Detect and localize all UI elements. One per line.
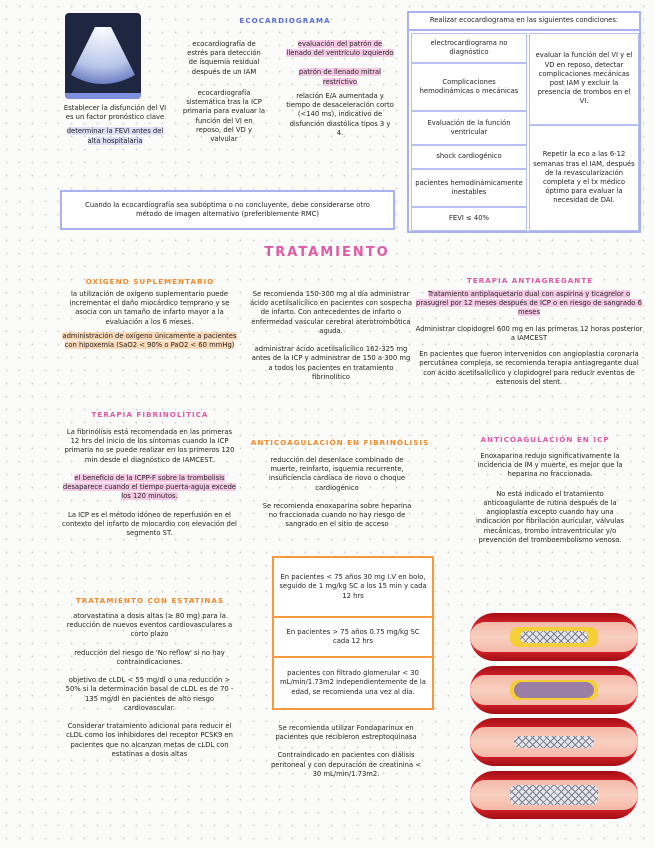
indication-row-2: Complicaciones hemodinámicas o mecánicas (411, 63, 527, 111)
antiplatelet-section (415, 290, 643, 387)
dosing-renal: pacientes con filtrado glomerular < 30 mL/min/1.73m2 independientemente de la edad, se recomienda una vez al día. (274, 656, 432, 708)
dosing-over-75: En pacientes > 75 años 0.75 mg/kg SC cada 12 hrs (274, 616, 432, 656)
fibrinolysis-anticoag-section (262, 456, 412, 530)
echo-caption-2: determinar la FEVI antes del alta hospitalaria (66, 127, 164, 145)
fibrinolytic-text-1: La fibrinólisis está recomendada en las primeras 12 hrs del inicio de los síntomas cuando la ICP primaria no se puede realizar en los primeros 120 min desde el diagnóstico de IAMCEST. (64, 428, 235, 464)
stent-graphic (514, 736, 594, 748)
restrictive-pattern-text: patrón de llenado mitral restrictivo (298, 68, 382, 86)
statins-text-1: atorvastatina a dosis altas (≥ 80 mg) para la reducción de nuevos eventos cardiovasculares a corto plazo (66, 612, 233, 639)
echo-column-2 (286, 40, 394, 138)
indication-row-5: pacientes hemodinámicamente inestables (411, 169, 527, 207)
echo-title: ECOCARDIOGRAMA (239, 16, 331, 25)
fondaparinux-text-2: Contraindicado en pacientes con diálisis peritoneal y con depuración de creatinina < 30 mL/min/1.73m2. (270, 751, 422, 778)
icp-anticoag-text-2: No está indicado el tratamiento anticoagulante de rutina después de la angioplastía excepto cuando hay una indicación por fibrilación auricular, válvulas mecánicas, trombo intraventricular y/o prevención del tromboembolismo venoso. (476, 489, 624, 544)
lv-filling-text: evaluación del patrón de llenado del ventrículo izquierdo (286, 40, 394, 58)
antiplatelet-text-3: En pacientes que fueron intervenidos con angioplastia coronaria percutánea compleja, se recomienda terapia antiagregante dual con ácido acetilsalicílico y clopidogrel para reducir eventos de estenosis del stent. (419, 350, 639, 386)
icp-anticoag-text-1: Enoxaparina redujo significativamente la incidencia de IM y muerte, es mejor que la heparina no fraccionada. (477, 452, 623, 479)
aspirin-text-1: Se recomienda 150-300 mg al día administrar ácido acetilsalicílico en pacientes con sospecha de infarto. Con antecedentes de infarto o enfermedad vascular cerebral aterotrombótica aguda. (250, 290, 412, 335)
statins-title: TRATAMIENTO CON ESTATINAS (75, 596, 225, 605)
fibrinolytic-title: TERAPIA FIBRINOLÍTICA (91, 410, 209, 419)
antiplatelet-text-2: Administrar clopidogrel 600 mg en las primeras 12 horas posterior a IAMCEST (415, 324, 643, 342)
fondaparinux-text-1: Se recomienda utilizar Fondaparinux en pacientes que recibieron estreptoquinasa (275, 724, 417, 742)
antiplatelet-title: TERAPIA ANTIAGREGANTE (466, 276, 594, 285)
indication-row-6: FEVI ≤ 40% (411, 207, 527, 231)
ea-ratio-text: relación E/A aumentada y tiempo de desaceleración corto (<140 ms), indicativo de disfunción diastólica tipos 3 y 4. (286, 91, 394, 137)
statins-text-3: objetivo de cLDL < 55 mg/dl o una reducción > 50% si la determinación basal de cLDL es de 70 - 135 mg/dl en pacientes de alto riesgo cardiovascular. (65, 676, 234, 712)
stent-graphic (510, 785, 598, 804)
aspirin-section (250, 290, 412, 382)
treatment-title: TRATAMIENTO (264, 245, 390, 260)
echo-column-1 (182, 40, 266, 144)
indication-row-3: Evaluación de la función ventricular (411, 111, 527, 145)
indication-right-2: Repetir la eco a las 6-12 semanas tras el IAM, después de la revascularización completa y el tx médico óptimo para evaluar la necesidad de DAI. (529, 125, 639, 231)
stent-graphic (520, 631, 588, 643)
dosing-box (272, 556, 434, 710)
stress-echo-text: ecocardiografía de estrés para detección de isquemia residual después de un IAM (187, 40, 261, 76)
vessel-stent-illustration-1 (470, 613, 638, 661)
fibrinolytic-text-2: el beneficio de la ICPP-F sobre la trombolisis desaparece cuando el tiempo puerta-aguja excede los 120 minutos. (62, 473, 237, 501)
indication-row-1: electrocardiograma no diagnóstico (411, 33, 527, 63)
ultrasound-image (65, 13, 141, 99)
oxygen-section (62, 290, 237, 350)
fibrinolytic-section (62, 428, 237, 538)
icp-anticoag-section (470, 430, 630, 545)
fondaparinux-section (270, 724, 422, 779)
fibrinolysis-anticoag-title: ANTICOAGULACIÓN EN FIBRINÓLISIS (250, 438, 430, 447)
oxygen-title: OXÍGENO SUPLEMENTARIO (85, 277, 215, 286)
indications-header: Realizar ecocardiograma en las siguientes condiciones: (407, 11, 641, 31)
oxygen-text-2: administración de oxígeno únicamente a pacientes con hipoxemia (SaO2 < 90% o PaO2 < 60 mmHg) (62, 331, 237, 350)
oxygen-text-1: la utilización de oxígeno suplementario puede incrementar el daño miocárdico temprano y se asocia con un tamaño de infarto mayor a la evaluación a los 6 meses. (69, 290, 230, 326)
echo-note-text: Cuando la ecocardiografía sea subóptima o no concluyente, debe considerarse otro método de imagen alternativo (preferiblemente RMC) (85, 200, 370, 218)
indication-row-4: shock cardiogénico (411, 145, 527, 169)
antiplatelet-text-1: Tratamiento antiplaquetario dual con aspirina y ticagrelor o prasugrel por 12 meses después de ICP o en riesgo de sangrado 6 meses (416, 290, 642, 317)
vessel-stent-illustration-4 (470, 771, 638, 819)
indications-table (407, 11, 641, 233)
echo-caption-1: Establecer la disfunción del VI es un factor pronóstico clave (63, 104, 167, 122)
vessel-stent-illustration-3 (470, 718, 638, 766)
balloon-graphic (514, 682, 594, 698)
statins-section (62, 612, 237, 759)
indication-right-1: evaluar la función del VI y el VD en reposo, detectar complicaciones mecánicas post IAM y excluir la presencia de trombos en el VI. (529, 33, 639, 125)
fibrinolytic-text-3: La ICP es el método idóneo de reperfusión en el contexto del infarto de miocardio con elevación del segmento ST. (62, 510, 237, 538)
icp-anticoag-title: ANTICOAGULACIÓN EN ICP (480, 435, 610, 444)
echo-left-caption (60, 104, 170, 146)
fibrinolysis-anticoag-text-2: Se recomienda enoxaparina sobre heparina no fraccionada cuando no hay riesgo de sangrado en el sitio de acceso (262, 501, 412, 529)
statins-text-2: reducción del riesgo de 'No reflow' si no hay contraindicaciones. (74, 648, 225, 666)
statins-text-4: Considerar tratamiento adicional para reducir el cLDL como los inhibidores del receptor PCSK9 en pacientes que no alcanzan metas de cLDL con estatinas a dosis altas (66, 722, 233, 758)
dosing-under-75: En pacientes < 75 años 30 mg I.V en bolo, seguido de 1 mg/kg SC a los 15 min y cada 12 hrs (279, 573, 427, 600)
systematic-echo-text: ecocardiografía sistemática tras la ICP primaria para evaluar la función del VI en reposo, del VD y valvular (182, 88, 266, 144)
fibrinolysis-anticoag-text-1: reducción del desenlace combinado de muerte, reinfarto, isquemia recurrente, insuficiencia cardíaca de novo o choque cardiogénico (268, 456, 406, 492)
echo-fan-icon (65, 13, 141, 99)
echo-note-box (60, 190, 395, 230)
vessel-stent-illustration-2 (470, 666, 638, 714)
aspirin-text-2: administrar ácido acetilsalicílico 162-325 mg antes de la ICP y administrar de 150 a 300 mg a todos los pacientes en tratamiento fibrinolítico (251, 345, 411, 381)
